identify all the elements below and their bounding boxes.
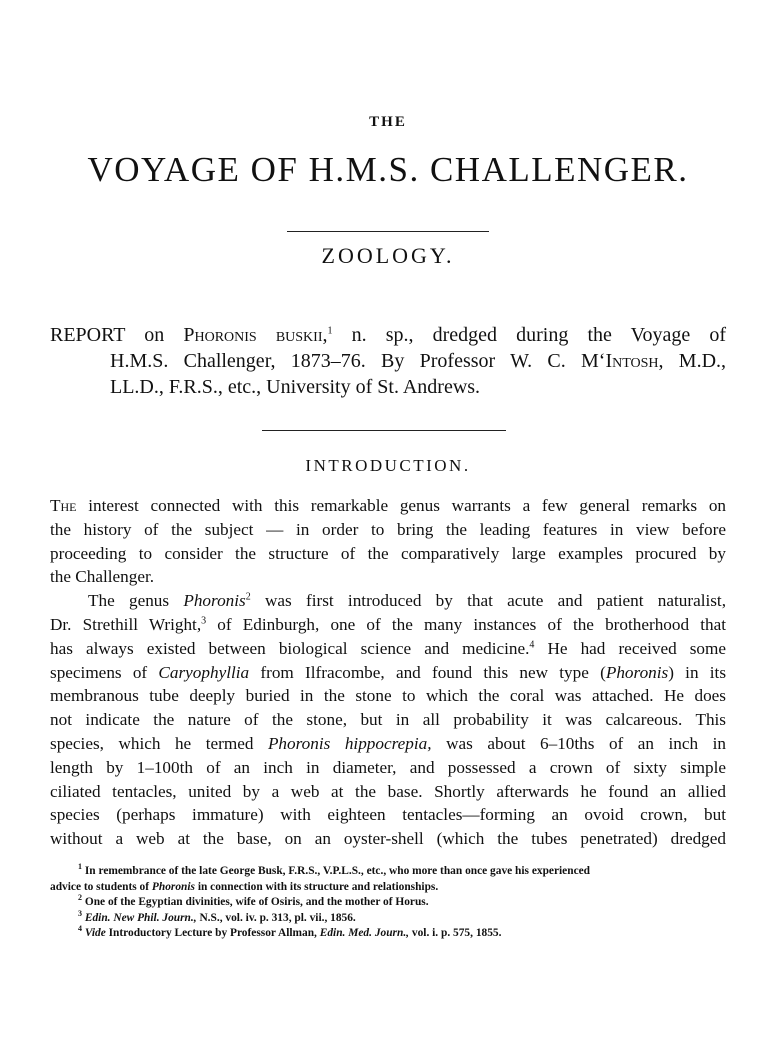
text-span: of Edinburgh, one of the many instances of the brotherhood that <box>217 614 727 634</box>
text-span: He had received some <box>547 638 727 658</box>
text-line <box>50 494 726 518</box>
text-line: ciliated tentacles, united by a web at the base. Shortly afterwards he found an allied <box>50 781 726 801</box>
footnote-number: 3 <box>78 908 82 918</box>
text-line: proceeding to consider the structure of the comparatively large examples procured by <box>50 543 726 563</box>
italic-term: Phoronis <box>151 880 195 893</box>
text-line: not indicate the nature of the stone, but in all probability it was calcareous. This <box>50 710 726 730</box>
text-line: without a web at the base, on an oyster-shell (which the tubes penetrated) dredged <box>50 829 726 849</box>
main-title: VOYAGE OF H.M.S. CHALLENGER. <box>87 150 689 189</box>
text-span: species, which he termed <box>50 733 254 753</box>
footnote-ref: 2 <box>245 591 251 603</box>
text-span: advice to students of <box>50 880 150 893</box>
text-line: length by 1–100th of an inch in diameter, and possessed a crown of sixty simple <box>50 757 726 777</box>
footnote-ref: 4 <box>529 639 535 651</box>
report-degree: M.D., <box>678 350 727 372</box>
text-span: was about 6–10ths of an inch in <box>446 733 727 753</box>
report-mac: ʻ <box>598 350 606 372</box>
footnote-1-cont <box>50 880 726 896</box>
text-span: in connection with its structure and relationships. <box>197 880 439 893</box>
title-kicker: THE <box>369 114 407 130</box>
report-heading <box>50 322 726 400</box>
footnote-number: 1 <box>78 862 82 872</box>
italic-term: Edin. New Phil. Journ., <box>84 911 197 924</box>
footnote-3 <box>50 908 726 927</box>
text-span: from Ilfracombe, and found this new type ( <box>260 662 606 682</box>
paragraph-lead: The <box>50 496 77 515</box>
text-line: the history of the subject — in order to bring the leading features in view before <box>50 519 726 539</box>
report-on: on <box>144 324 165 346</box>
italic-term: Caryophyllia <box>158 662 250 682</box>
italic-term: Phoronis <box>605 662 669 682</box>
text-span: Introductory Lecture by Professor Allman, <box>108 927 317 939</box>
text-span: specimens of <box>50 662 148 682</box>
report-line-2 <box>50 348 726 374</box>
title-divider <box>287 231 489 232</box>
introduction-heading: INTRODUCTION. <box>305 456 471 475</box>
footnote-number: 4 <box>78 924 82 934</box>
report-word: REPORT <box>50 324 126 346</box>
report-line-3: LL.D., F.R.S., etc., University of St. Andrews. <box>110 376 481 398</box>
text-line: the Challenger. <box>50 567 155 587</box>
text-span: Dr. Strethill Wright, <box>50 614 202 634</box>
report-line-2-text: H.M.S. Challenger, 1873–76. By Professor W. C. M <box>110 350 599 372</box>
italic-term: Edin. Med. Journ., <box>319 927 410 939</box>
footnotes <box>50 864 726 942</box>
text-span: vol. i. p. 575, 1855. <box>411 927 502 939</box>
text-span: has always existed between biological science and medicine. <box>50 638 530 658</box>
text-line: species (perhaps immature) with eighteen tentacles—forming an ovoid crown, but <box>50 805 726 825</box>
footnote-1 <box>50 864 726 880</box>
text-line <box>50 732 726 756</box>
text-span: interest connected with this remarkable genus warrants a few general remarks on <box>88 496 727 515</box>
text-span: N.S., vol. iv. p. 313, pl. vii., 1856. <box>199 911 356 924</box>
italic-term: Phoronis hippocrepia, <box>267 733 432 753</box>
section-title: ZOOLOGY. <box>321 243 455 268</box>
footnote-ref: 3 <box>201 615 207 627</box>
text-span: In remembrance of the late George Busk, F.R.S., V.P.L.S., etc., who more than once gave his experienced <box>84 865 591 877</box>
footnote-ref: 1 <box>327 325 333 337</box>
report-line-1-rest: n. sp., dredged during the Voyage of <box>351 324 727 346</box>
italic-term: Vide <box>84 927 106 939</box>
report-author: Intosh, <box>605 350 664 372</box>
text-line <box>50 637 726 661</box>
report-divider <box>262 430 506 431</box>
text-span: was first introduced by that acute and patient naturalist, <box>265 591 727 611</box>
italic-term: Phoronis <box>183 591 246 611</box>
text-span: The genus <box>88 591 170 611</box>
text-span: ) in its <box>668 662 727 682</box>
introduction-body <box>50 494 726 851</box>
report-species: buskii, <box>275 324 328 346</box>
text-line <box>50 613 726 637</box>
text-span: One of the Egyptian divinities, wife of Osiris, and the mother of Horus. <box>84 896 429 908</box>
footnote-number: 2 <box>78 893 82 903</box>
report-genus: Phoronis <box>183 324 257 346</box>
text-line <box>50 589 726 613</box>
footnote-4 <box>50 926 726 942</box>
footnote-2 <box>50 895 726 911</box>
report-line-1 <box>50 322 726 348</box>
text-line: membranous tube deeply buried in the stone to which the coral was attached. He does <box>50 686 726 706</box>
text-line <box>50 661 726 685</box>
